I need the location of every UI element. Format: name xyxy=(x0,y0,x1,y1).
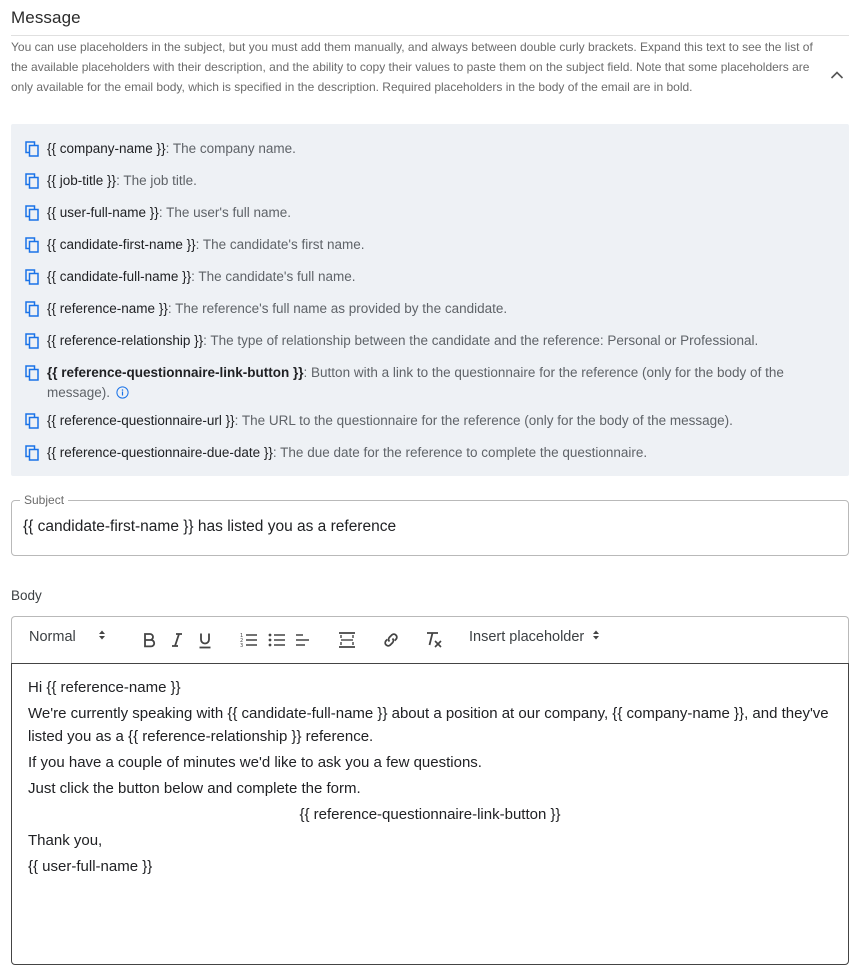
sort-arrows-icon xyxy=(592,629,600,641)
placeholder-desc: : The candidate's full name. xyxy=(191,269,356,284)
placeholder-item xyxy=(25,171,825,191)
placeholder-item xyxy=(25,443,825,463)
italic-icon xyxy=(171,632,183,648)
clear-format-button[interactable] xyxy=(423,629,445,651)
placeholder-panel xyxy=(11,124,849,476)
copy-button[interactable] xyxy=(25,171,47,191)
title-divider xyxy=(11,35,849,36)
format-select[interactable] xyxy=(29,629,106,645)
copy-icon xyxy=(25,365,39,381)
copy-button[interactable] xyxy=(25,139,47,159)
placeholder-token: {{ candidate-first-name }} xyxy=(47,237,196,252)
svg-text:2: 2 xyxy=(240,638,244,644)
placeholder-desc: : The candidate's first name. xyxy=(195,237,365,252)
body-line: Thank you, xyxy=(28,832,103,849)
copy-icon xyxy=(25,173,39,189)
copy-icon xyxy=(25,301,39,317)
link-button[interactable] xyxy=(380,629,402,651)
align-button[interactable] xyxy=(292,629,314,651)
body-line: Just click the button below and complete the form. xyxy=(28,780,361,797)
copy-icon xyxy=(25,205,39,221)
body-line: If you have a couple of minutes we'd like to ask you a few questions. xyxy=(28,754,482,771)
placeholder-item xyxy=(25,299,825,319)
bold-icon xyxy=(142,632,156,648)
copy-button[interactable] xyxy=(25,267,47,287)
placeholder-item xyxy=(25,267,825,287)
insert-placeholder-select[interactable] xyxy=(469,629,600,645)
placeholder-desc: : The due date for the reference to complete the questionnaire. xyxy=(272,445,648,460)
placeholder-desc: : The URL to the questionnaire for the reference (only for the body of the message). xyxy=(234,413,733,428)
body-line: Hi {{ reference-name }} xyxy=(28,679,181,696)
placeholder-token: {{ user-full-name }} xyxy=(47,205,159,220)
copy-icon xyxy=(25,141,39,157)
insert-placeholder-label: Insert placeholder xyxy=(469,629,585,645)
chevron-up-icon xyxy=(830,70,844,80)
svg-text:3: 3 xyxy=(240,643,244,648)
copy-button[interactable] xyxy=(25,299,47,319)
copy-icon xyxy=(25,333,39,349)
placeholder-desc: : The job title. xyxy=(116,173,197,188)
copy-icon xyxy=(25,237,39,253)
clear-format-icon xyxy=(424,631,444,649)
body-line: {{ user-full-name }} xyxy=(28,858,153,875)
underline-icon xyxy=(198,632,212,649)
copy-button[interactable] xyxy=(25,443,47,463)
copy-button[interactable] xyxy=(25,203,47,223)
placeholder-item xyxy=(25,203,825,223)
copy-icon xyxy=(25,413,39,429)
collapse-toggle[interactable] xyxy=(826,64,848,86)
underline-button[interactable] xyxy=(194,629,216,651)
copy-button[interactable] xyxy=(25,411,47,431)
subject-input[interactable] xyxy=(23,518,823,536)
ordered-list-icon xyxy=(240,632,258,648)
bullet-list-button[interactable] xyxy=(266,629,288,651)
placeholder-token: {{ candidate-full-name }} xyxy=(47,269,192,284)
copy-icon xyxy=(25,269,39,285)
body-line-centered: {{ reference-questionnaire-link-button }} xyxy=(299,806,561,823)
placeholder-desc: : Button with a link to the questionnaire for the reference (only for the body of the message). xyxy=(47,365,784,400)
placeholder-token: {{ company-name }} xyxy=(47,141,166,156)
info-icon xyxy=(116,386,129,399)
editor-toolbar xyxy=(11,616,849,664)
placeholder-token: {{ reference-questionnaire-due-date }} xyxy=(47,445,273,460)
format-select-value: Normal xyxy=(29,629,76,645)
section-description[interactable]: You can use placeholders in the subject, but you must add them manually, and always between double curly brackets. Expand this text to see the list of the available placeholders with their description, and the ability to copy their values to paste them on the subject field. Note that some placeholders are only available for the email body, which is specified in the description. Required placeholders in the body of the email are in bold. xyxy=(11,40,813,94)
placeholder-item xyxy=(25,331,825,351)
copy-button[interactable] xyxy=(25,235,47,255)
svg-text:1: 1 xyxy=(240,633,244,639)
placeholder-desc: : The type of relationship between the candidate and the reference: Personal or Professional. xyxy=(203,333,759,348)
placeholder-token: {{ job-title }} xyxy=(47,173,117,188)
sort-arrows-icon xyxy=(98,629,106,641)
horizontal-rule-icon xyxy=(338,631,356,649)
italic-button[interactable] xyxy=(166,629,188,651)
body-editor[interactable] xyxy=(11,663,849,965)
copy-button[interactable] xyxy=(25,331,47,351)
bold-button[interactable] xyxy=(138,629,160,651)
body-line: We're currently speaking with {{ candidate-full-name }} about a position at our company, {{ company-name }}, and they've listed you as a {{ reference-relationship }} reference. xyxy=(28,705,829,745)
section-title: Message xyxy=(11,8,81,27)
placeholder-desc: : The company name. xyxy=(165,141,296,156)
copy-icon xyxy=(25,445,39,461)
placeholder-token: {{ reference-name }} xyxy=(47,301,168,316)
placeholder-item xyxy=(25,235,825,255)
placeholder-token: {{ reference-questionnaire-link-button }} xyxy=(47,365,304,380)
bullet-list-icon xyxy=(268,632,286,648)
body-label: Body xyxy=(11,588,42,603)
placeholder-item-required xyxy=(25,363,825,405)
subject-field xyxy=(11,493,849,556)
subject-label: Subject xyxy=(20,493,68,507)
placeholder-token: {{ reference-questionnaire-url }} xyxy=(47,413,235,428)
placeholder-token: {{ reference-relationship }} xyxy=(47,333,204,348)
placeholder-desc: : The reference's full name as provided by the candidate. xyxy=(167,301,508,316)
link-icon xyxy=(382,631,400,649)
placeholder-item xyxy=(25,411,825,431)
placeholder-desc: : The user's full name. xyxy=(158,205,291,220)
placeholder-item xyxy=(25,139,825,159)
ordered-list-button[interactable] xyxy=(238,629,260,651)
align-left-icon xyxy=(295,632,311,648)
horizontal-rule-button[interactable] xyxy=(336,629,358,651)
copy-button[interactable] xyxy=(25,363,47,383)
info-button[interactable] xyxy=(116,385,129,405)
